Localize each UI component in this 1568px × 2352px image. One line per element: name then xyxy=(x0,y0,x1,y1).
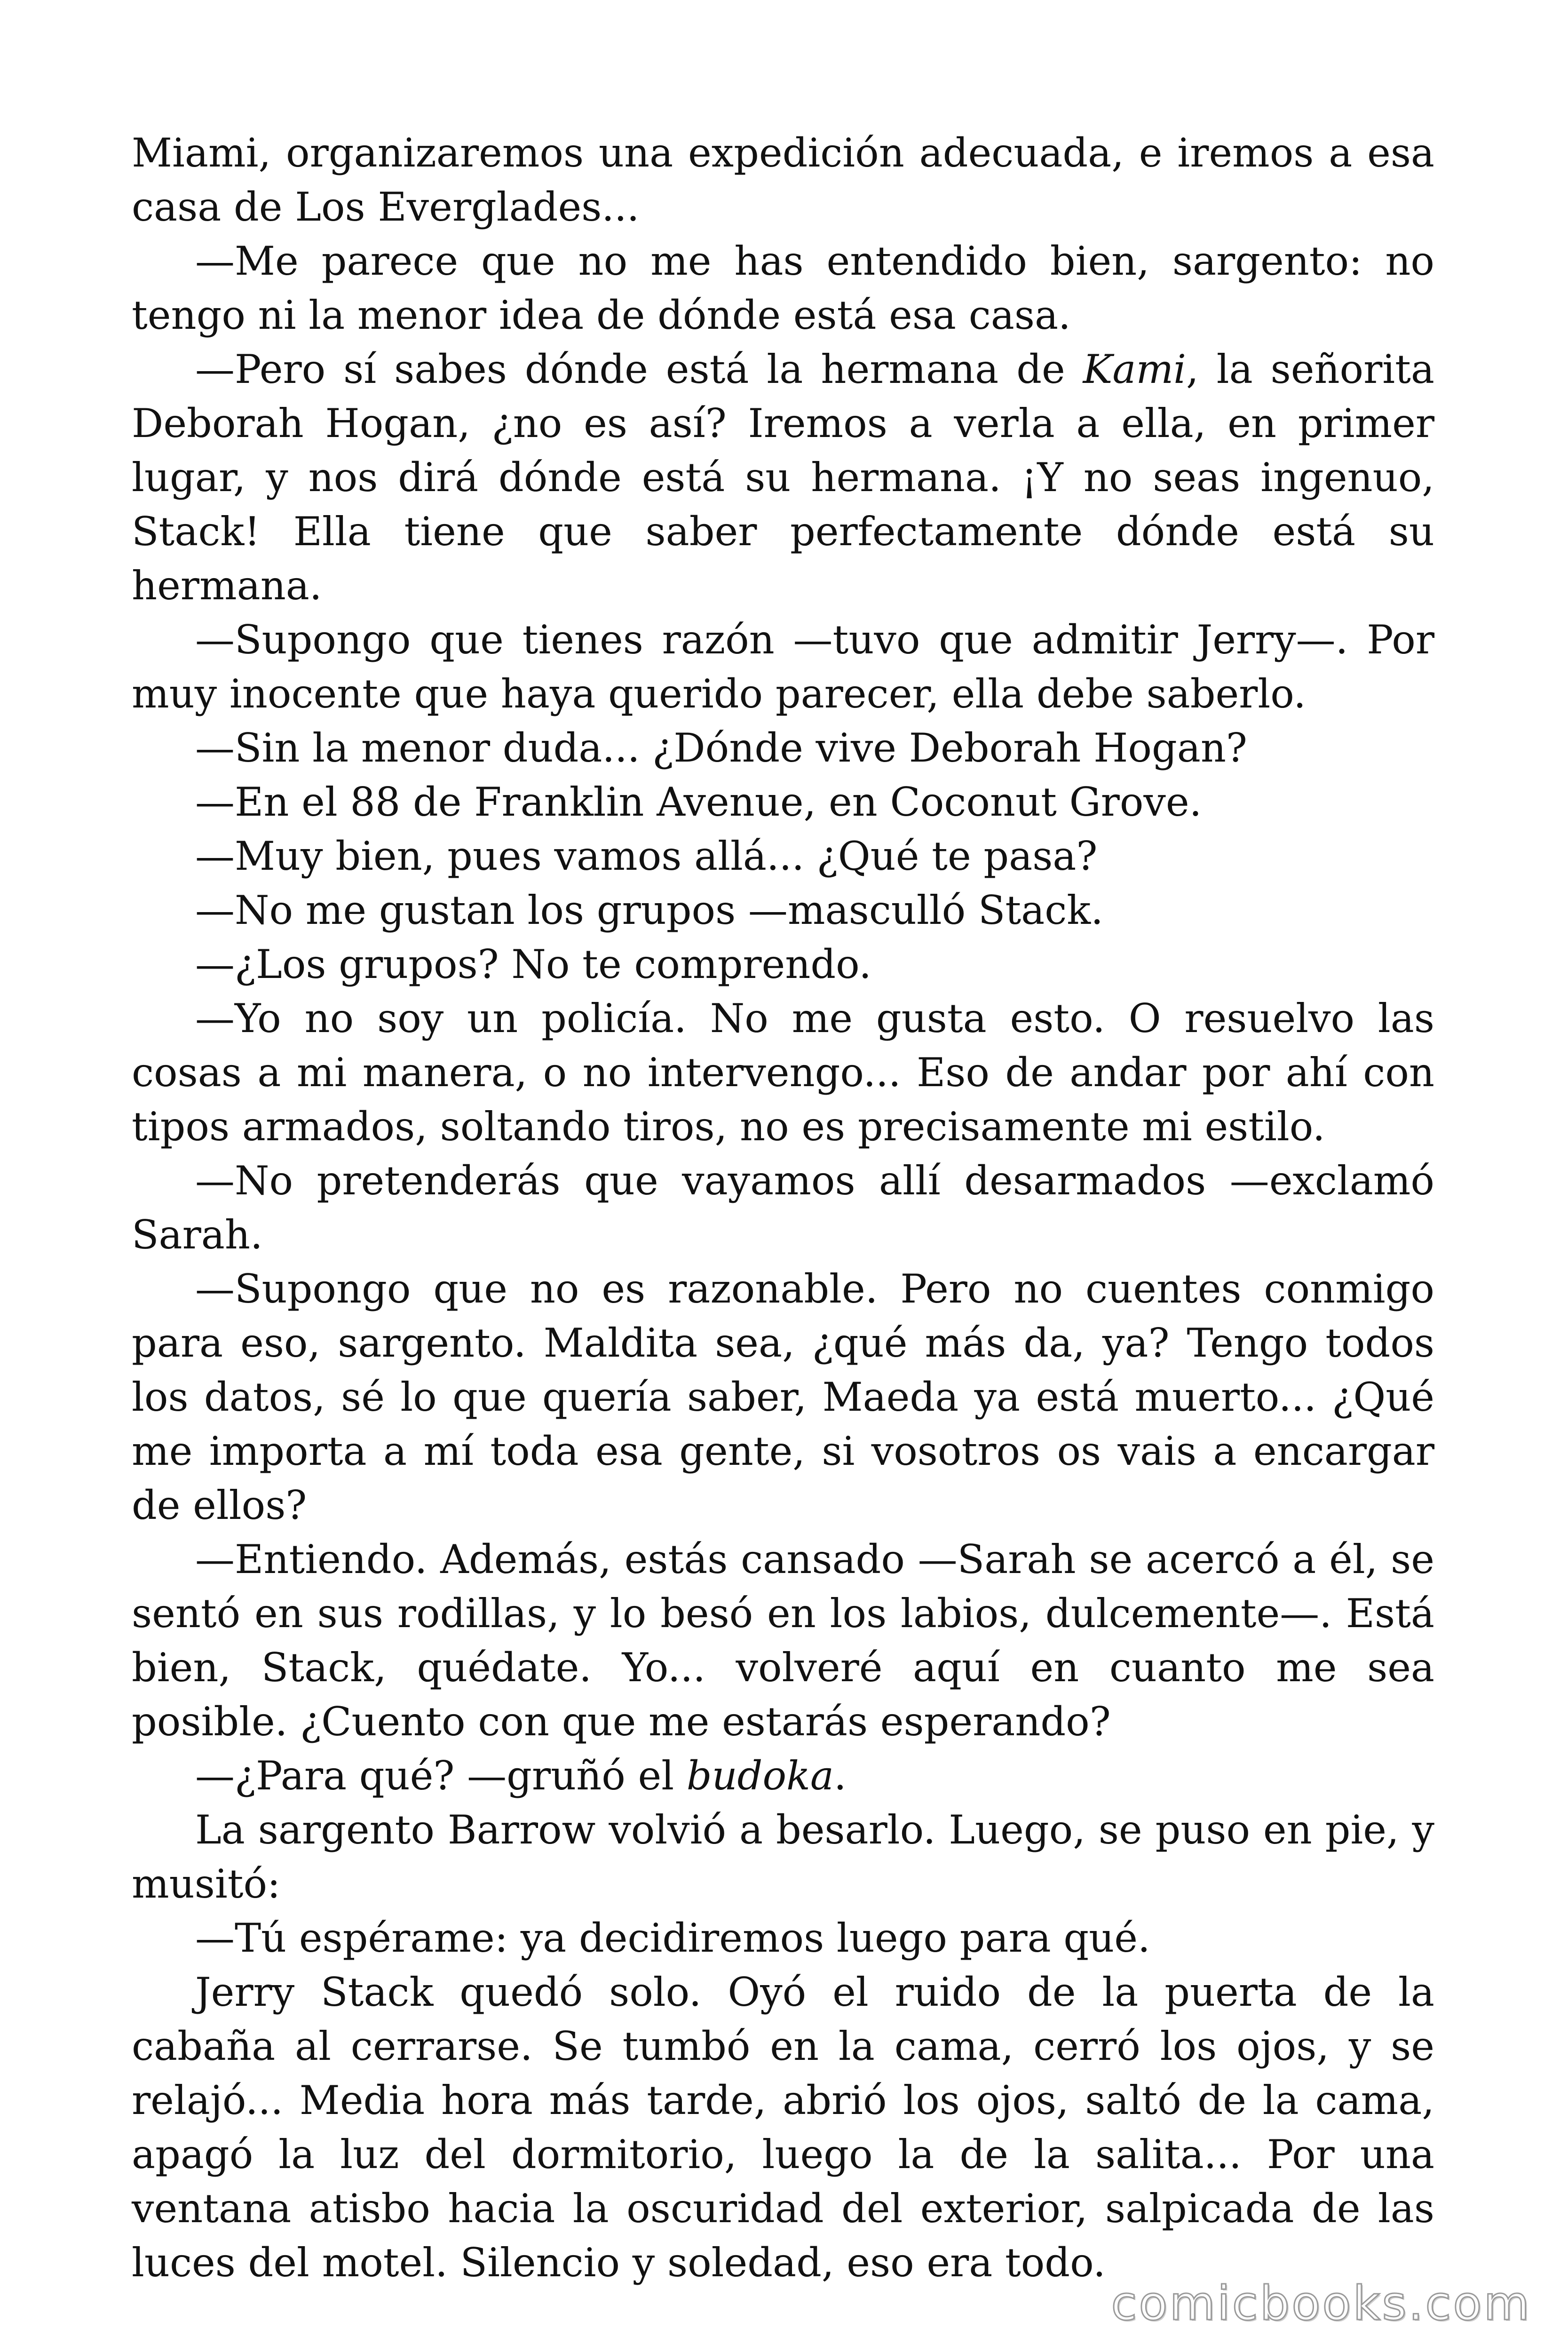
paragraph xyxy=(132,992,1434,1154)
paragraph xyxy=(132,1154,1434,1262)
paragraph-text: —No me gustan los grupos —masculló Stack. xyxy=(195,887,1103,933)
paragraph xyxy=(132,1965,1434,2290)
paragraph xyxy=(132,613,1434,721)
italic-text: Kami xyxy=(1083,346,1187,392)
paragraph-text: —En el 88 de Franklin Avenue, en Coconut Grove. xyxy=(195,779,1202,825)
watermark: comicbooks.com xyxy=(1111,2276,1531,2331)
paragraph xyxy=(132,829,1434,883)
paragraph-text: La sargento Barrow volvió a besarlo. Luego, se puso en pie, y musitó: xyxy=(132,1807,1434,1907)
paragraph-text: —¿Los grupos? No te comprendo. xyxy=(195,941,871,987)
paragraph-text: —Supongo que no es razonable. Pero no cuentes conmigo para eso, sargento. Maldita sea, ¿qué más da, ya? Tengo todos los datos, sé lo que quería saber, Maeda ya está muerto... ¿Qué me importa a mí toda esa gente, si vosotros os vais a encargar de ellos? xyxy=(132,1266,1434,1528)
paragraph-text: Miami, organizaremos una expedición adecuada, e iremos a esa casa de Los Everglades... xyxy=(132,130,1434,230)
paragraph-text: —Muy bien, pues vamos allá... ¿Qué te pasa? xyxy=(195,833,1098,879)
paragraph-text: —Entiendo. Además, estás cansado —Sarah se acercó a él, se sentó en sus rodillas, y lo besó en los labios, dulcemente—. Está bien, Stack, quédate. Yo... volveré aquí en cuanto me sea posible. ¿Cuento con que me estarás esperando? xyxy=(132,1536,1434,1745)
paragraph xyxy=(132,1749,1434,1803)
paragraph-text: —¿Para qué? —gruñó el xyxy=(195,1753,687,1799)
paragraph xyxy=(132,883,1434,938)
paragraph-text: —Tú espérame: ya decidiremos luego para qué. xyxy=(195,1915,1150,1961)
paragraph-text: —Sin la menor duda... ¿Dónde vive Deborah Hogan? xyxy=(195,725,1247,771)
paragraph xyxy=(132,234,1434,342)
paragraph xyxy=(132,1911,1434,1965)
paragraph xyxy=(132,1533,1434,1749)
paragraph-text: Jerry Stack quedó solo. Oyó el ruido de la puerta de la cabaña al cerrarse. Se tumbó en la cama, cerró los ojos, y se relajó... Media hora más tarde, abrió los ojos, saltó de la cama, apagó la luz del dormitorio, luego la de la salita... Por una ventana atisbo hacia la oscuridad del exterior, salpicada de las luces del motel. Silencio y soledad, eso era todo. xyxy=(132,1969,1434,2286)
paragraph xyxy=(132,126,1434,234)
paragraph-text: —Supongo que tienes razón —tuvo que admitir Jerry—. Por muy inocente que haya querido parecer, ella debe saberlo. xyxy=(132,617,1434,717)
paragraph-text: —Yo no soy un policía. No me gusta esto. O resuelvo las cosas a mi manera, o no intervengo... Eso de andar por ahí con tipos armados, soltando tiros, no es precisamente mi estilo. xyxy=(132,995,1434,1150)
italic-text: budoka xyxy=(686,1753,834,1799)
body-text xyxy=(132,126,1434,2290)
paragraph-text: —No pretenderás que vayamos allí desarmados —exclamó Sarah. xyxy=(132,1158,1434,1258)
paragraph xyxy=(132,721,1434,775)
paragraph xyxy=(132,342,1434,613)
paragraph xyxy=(132,1803,1434,1911)
paragraph xyxy=(132,938,1434,992)
paragraph-text: . xyxy=(834,1753,847,1799)
paragraph-text: , la señorita Deborah Hogan, ¿no es así? Iremos a verla a ella, en primer lugar, y nos dirá dónde está su hermana. ¡Y no seas ingenuo, Stack! Ella tiene que saber perfectamente dónde está su hermana. xyxy=(132,346,1434,609)
paragraph-text: —Me parece que no me has entendido bien, sargento: no tengo ni la menor idea de dónde está esa casa. xyxy=(132,238,1434,338)
paragraph xyxy=(132,1262,1434,1533)
paragraph xyxy=(132,775,1434,829)
paragraph-text: —Pero sí sabes dónde está la hermana de xyxy=(195,346,1083,392)
